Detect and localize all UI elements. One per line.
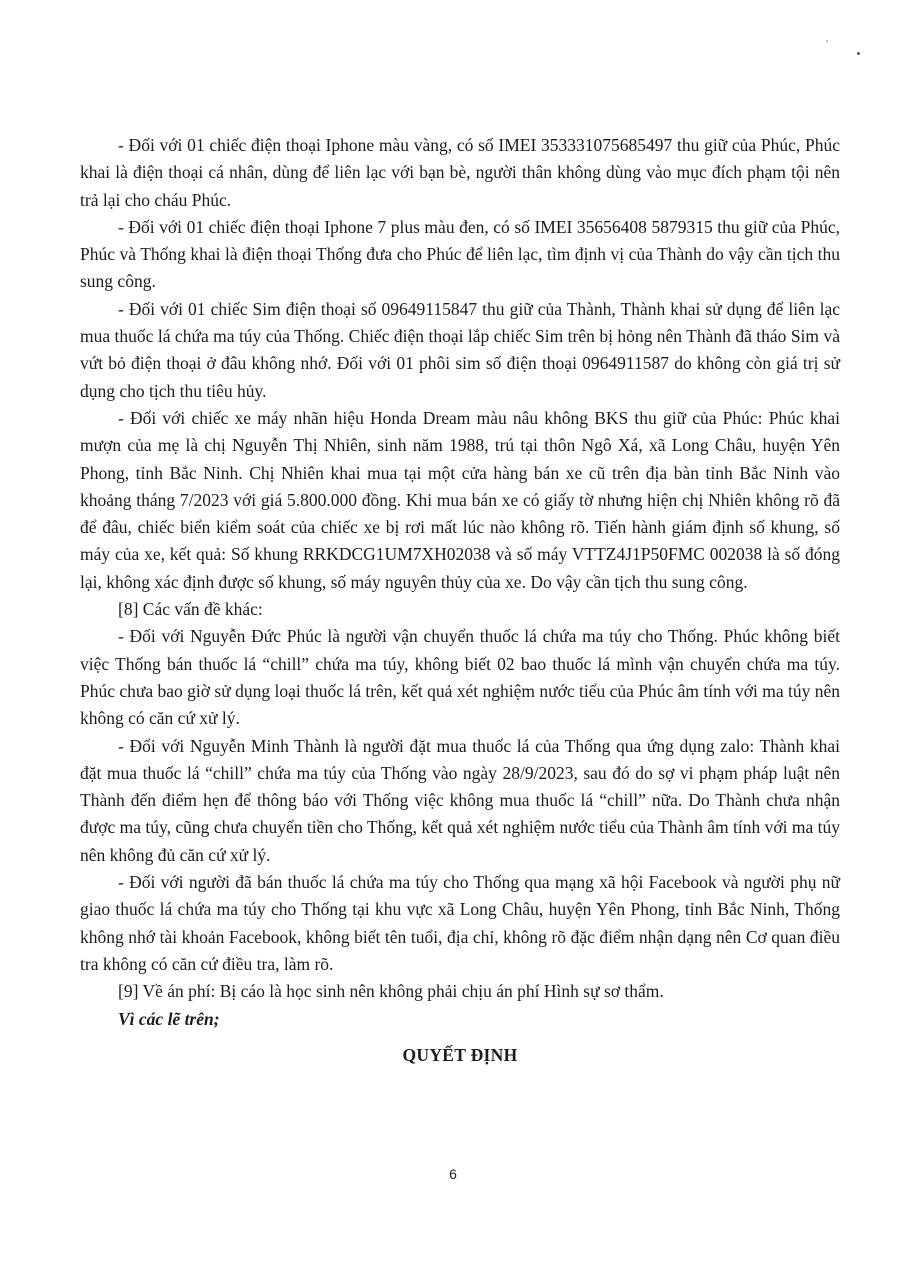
document-page [80, 132, 840, 1066]
paragraph-motorbike: - Đối với chiếc xe máy nhãn hiệu Honda Dream màu nâu không BKS thu giữ của Phúc: Phúc khai mượn của mẹ là chị Nguyễn Thị Nhiên, sinh năm 1988, trú tại thôn Ngô Xá, xã Long Châu, huyện Yên Phong, tỉnh Bắc Ninh. Chị Nhiên khai mua tại một cửa hàng bán xe cũ trên địa bàn tỉnh Bắc Ninh vào khoảng tháng 7/2023 với giá 5.800.000 đồng. Khi mua bán xe có giấy tờ nhưng hiện chị Nhiên không rõ đã để đâu, chiếc biển kiểm soát của chiếc xe bị rơi mất lúc nào không rõ. Tiến hành giám định số khung, số máy của xe, kết quả: Số khung RRKDCG1UM7XH02038 và số máy VTTZ4J1P50FMC 002038 là số đóng lại, không xác định được số khung, số máy nguyên thủy của xe. Do vậy cần tịch thu sung công. [80, 407, 840, 592]
page-number: 6 [449, 1166, 457, 1182]
paragraph-court-fee: [9] Về án phí: Bị cáo là học sinh nên không phải chịu án phí Hình sự sơ thẩm. [118, 981, 664, 1002]
closing-phrase: Vì các lẽ trên; [118, 1008, 220, 1029]
paragraph-thanh: - Đối với Nguyễn Minh Thành là người đặt mua thuốc lá của Thống qua ứng dụng zalo: Thành khai đặt mua thuốc lá “chill” chứa ma túy của Thống vào ngày 28/9/2023, sau đó do sợ vi phạm pháp luật nên Thành đến điểm hẹn để thông báo với Thống việc không mua thuốc lá “chill” nữa. Do Thành chưa nhận được ma túy, cũng chưa chuyển tiền cho Thống, kết quả xét nghiệm nước tiểu của Thành âm tính với ma túy nên không đủ căn cứ xử lý. [80, 735, 840, 865]
paragraph-facebook-seller: - Đối với người đã bán thuốc lá chứa ma túy cho Thống qua mạng xã hội Facebook và người phụ nữ giao thuốc lá chứa ma túy cho Thống tại khu vực xã Long Châu, huyện Yên Phong, tỉnh Bắc Ninh, Thống không nhớ tài khoản Facebook, không biết tên tuổi, địa chỉ, không rõ đặc điểm nhận dạng nên Cơ quan điều tra không có căn cứ điều tra, làm rõ. [80, 872, 840, 974]
section-heading-other-issues: [8] Các vấn đề khác: [118, 599, 263, 620]
scan-speck [857, 52, 860, 55]
paragraph-iphone-gold: - Đối với 01 chiếc điện thoại Iphone màu vàng, có số IMEI 353331075685497 thu giữ của Phúc, Phúc khai là điện thoại cá nhân, dùng để liên lạc với bạn bè, người thân không dùng vào mục đích phạm tội nên trả lại cho cháu Phúc. [80, 135, 840, 210]
scan-speck [826, 40, 828, 42]
paragraph-sim-card: - Đối với 01 chiếc Sim điện thoại số 09649115847 thu giữ của Thành, Thành khai sử dụng để liên lạc mua thuốc lá chứa ma túy của Thống. Chiếc điện thoại lắp chiếc Sim trên bị hỏng nên Thành đã tháo Sim và vứt bỏ điện thoại ở đâu không nhớ. Đối với 01 phôi sim số điện thoại 0964911587 do không còn giá trị sử dụng cho tịch thu tiêu hủy. [80, 298, 840, 401]
paragraph-iphone-7-plus: - Đối với 01 chiếc điện thoại Iphone 7 plus màu đen, có số IMEI 35656408 5879315 thu giữ của Phúc, Phúc và Thống khai là điện thoại Thống đưa cho Phúc để liên lạc, tìm định vị của Thành do vậy cần tịch thu sung công. [80, 216, 840, 292]
decision-heading: QUYẾT ĐỊNH [402, 1044, 518, 1065]
paragraph-phuc: - Đối với Nguyễn Đức Phúc là người vận chuyển thuốc lá chứa ma túy cho Thống. Phúc không biết việc Thống bán thuốc lá “chill” chứa ma túy, không biết 02 bao thuốc lá mình vận chuyển chứa ma túy. Phúc chưa bao giờ sử dụng loại thuốc lá trên, kết quả xét nghiệm nước tiểu của Phúc âm tính với ma túy nên không có căn cứ xử lý. [80, 626, 840, 729]
